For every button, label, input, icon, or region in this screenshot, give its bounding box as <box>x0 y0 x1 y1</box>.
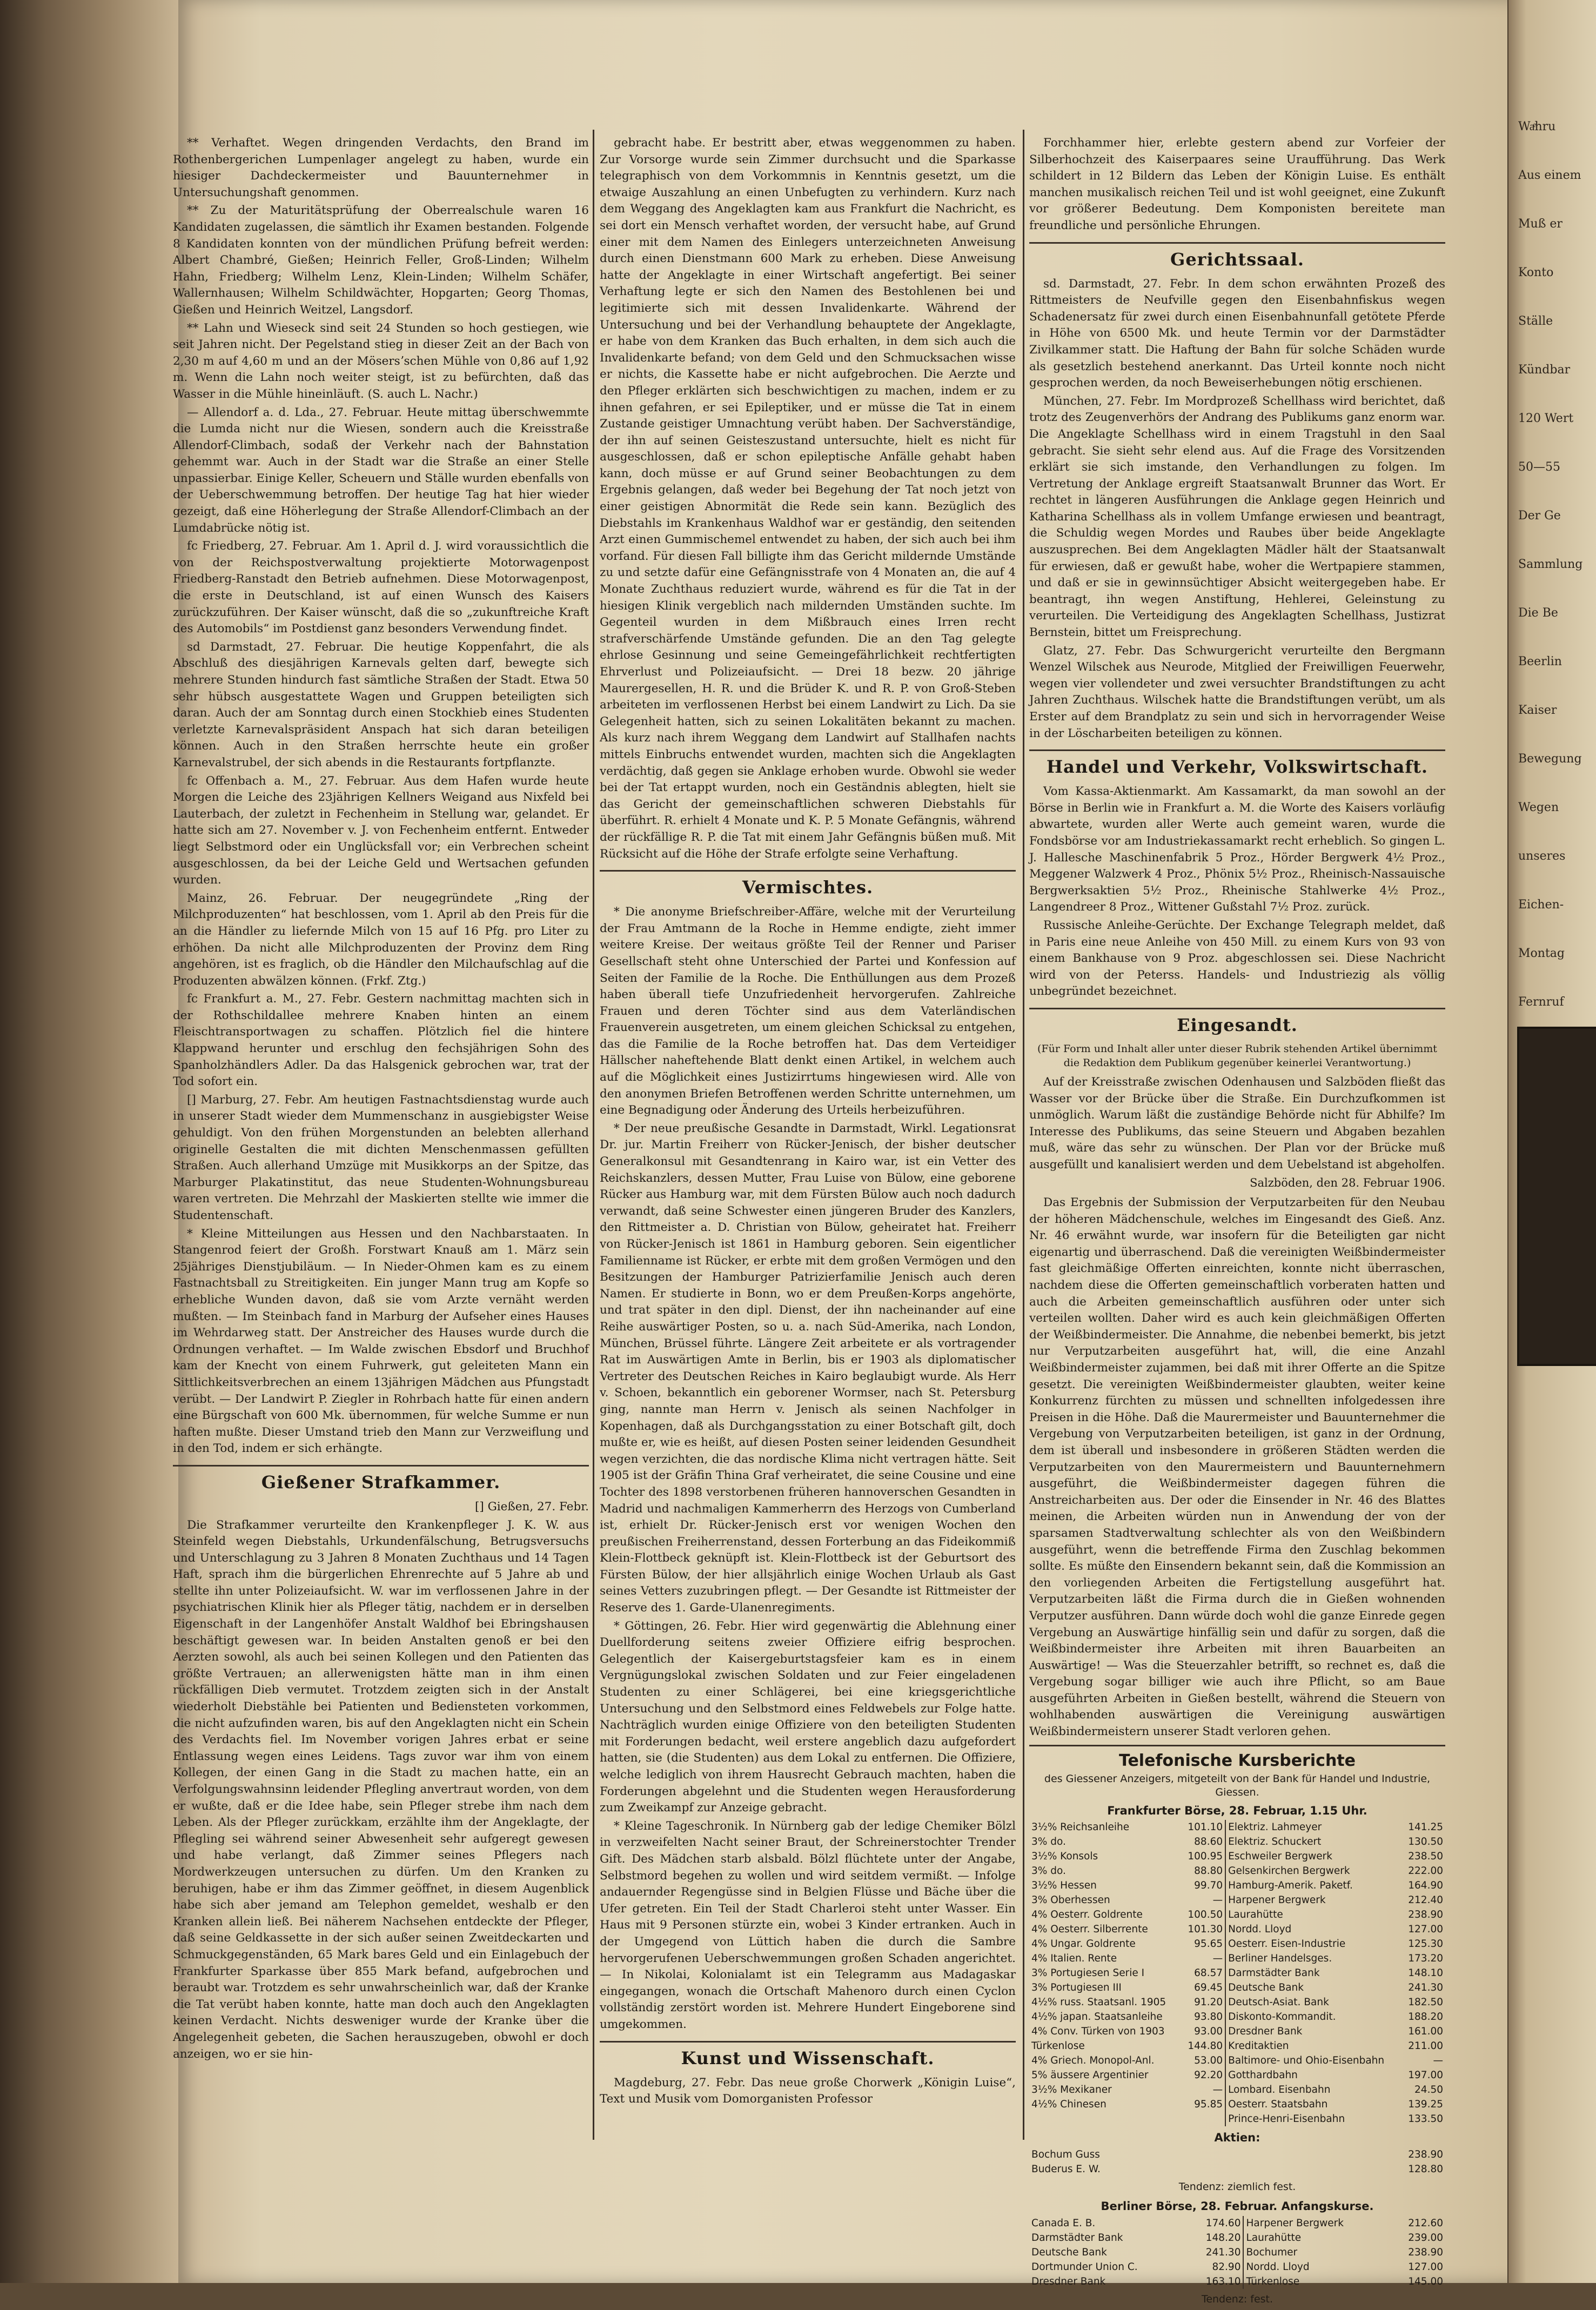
security-name: Canada E. B. <box>1031 2218 1096 2229</box>
security-name: Oesterr. Staatsbahn <box>1225 2097 1402 2112</box>
security-price: 241.30 <box>1205 2247 1241 2259</box>
adjacent-page-fragment: Die Be <box>1518 606 1558 620</box>
security-name: Dresdner Bank <box>1225 2024 1402 2039</box>
article-maturitaet: ** Zu der Maturitätsprüfung der Oberrealschule waren 16 Kandidaten zugelassen, die sämtlich ihr Examen bestanden. Folgende 8 Kandidaten konnten von der mündlichen Prüfung befreit werden: Albert Chambré, Gießen; Heinrich Feller, Groß-Linden; Wilhelm Hahn, Friedberg; Wilhelm Lenz, Klein-Linden; Wilhelm Schäfer, Wallernhausen; Wilhelm Schildwächter, Hopgarten; Georg Thomas, Gießen und Heinrich Weitzel, Langsdorf. <box>173 204 589 317</box>
security-price <box>1182 2112 1225 2126</box>
rate-row <box>1029 1878 1445 1893</box>
security-name: Bochum Guss <box>1031 2148 1100 2160</box>
rate-row <box>1029 2216 1445 2231</box>
adjacent-page-fragment: Waͤhru <box>1518 120 1556 133</box>
book-binding-edge <box>0 0 184 2283</box>
aktien-label: Aktien: <box>1214 2131 1260 2145</box>
security-price: 238.90 <box>1408 1909 1443 1921</box>
security-price: 93.00 <box>1194 2026 1223 2038</box>
security-price: 99.70 <box>1194 1880 1223 1892</box>
letter-signature: Salzböden, den 28. Februar 1906. <box>1250 1176 1445 1190</box>
article-friedberg: fc Friedberg, 27. Februar. Am 1. April d. J. wird voraussichtlich die von der Reichspostverwaltung projektierte Motorwagenpost Friedberg-Ranstadt den Betrieb aufnehmen. Diese Motorwagenpost, die erste in Deutschland, ist auf einen Wunsch des Kaisers zurückzuführen. Der Kaiser wünscht, daß die so „zukunftreiche Kraft des Automobils“ im Postdienst ganz besonders Verwendung findet. <box>173 539 589 636</box>
rate-row <box>1029 2039 1445 2053</box>
article-darmstadt: sd Darmstadt, 27. Februar. Die heutige Koppenfahrt, die als Abschluß des diesjährigen Karnevals gelten darf, bewegte sich mehrere Stunden hindurch fast sämtliche Straßen der Stadt. Etwa 50 sehr hübsch ausgestattete Wagen und Gruppen beteiligten sich daran. Auch der am Sonntag durch einen Stockhieb eines Studenten verletzte Karnevalspräsident Anspach hat sich daran beteiligen können. Auch in den Straßen herrschte heute ein großer Karnevalstrubel, der sich abends in die Restaurants fortpflanzte. <box>173 640 589 769</box>
article-schellhass: München, 27. Febr. Im Mordprozeß Schellhass wird berichtet, daß trotz des Zeugenverhörs der Andrang des Publikums ganz enorm war. Die Angeklagte Schellhass wird in einem Tragstuhl in den Saal gebracht. Sie sieht sehr elend aus. Auf die Frage des Vorsitzenden erklärt sie sich imstande, den Verhandlungen zu folgen. Im Vertretung der Anklage ergreift Staatsanwalt Brunner das Wort. Er rechtet in längeren Ausführungen die Anklage gegen Heinrich und Katharina Schellhass als in vollem Umfange erwiesen und beantragt, die Schuldig wegen Mordes und Raubes über beide Angeklagte auszusprechen. Bei dem Angeklagten Mädler hält der Staatsanwalt für erwiesen, daß er gewußt habe, woher die Wertpapiere stammen, und daß er sie in gewinnsüchtiger Absicht weitergegeben habe. Er beantragt, ihn wegen Anstiftung, Hehlerei, Geleinstung zu verurteilen. Die Verteidigung des Angeklagten Schellhass, Justizrat Bernstein, bittet um Freisprechung. <box>1029 394 1445 640</box>
security-price: 127.00 <box>1408 1924 1443 1936</box>
security-name: Elektriz. Schuckert <box>1225 1834 1402 1849</box>
security-name: Lombard. Eisenbahn <box>1225 2083 1402 2097</box>
security-name: 4% Oesterr. Silberrente <box>1031 1924 1148 1936</box>
article-kleine-mitteilungen: * Kleine Mitteilungen aus Hessen und den Nachbarstaaten. In Stangenrod feiert der Großh. Forstwart Knauß am 1. März sein 25jähriges Dienstjubiläum. — In Nieder-Ohmen kam es zu einem Fastnachtsball zu Streitigkeiten. Ein junger Mann trug am Kopfe so erhebliche Wunden davon, daß sie vom Arzte vernäht werden mußten. — Im Steinbach fand in Marburg der Aufseher eines Hauses im Wehrdarweg statt. Der Anstreicher des Hauses wurde durch die Ordnungen verhaftet. — Im Walde zwischen Ebsdorf und Bruchhof kam der Knecht von einem Fuhrwerk, gut geleiteten Mann ein Sittlichkeitsverbrechen an einem 13jährigen Mädchen aus Pfungstadt verübt. — Der Landwirt P. Ziegler in Rohrbach hatte für einen andern eine Bürgschaft von 600 Mk. übernommen, für welche Summe er nun haften mußte. Dieser Umstand trieb den Mann zur Verzweiflung und in den Tod, indem er sich erhängte. <box>173 1227 589 1456</box>
article-offenbach: fc Offenbach a. M., 27. Februar. Aus dem Hafen wurde heute Morgen die Leiche des 23jährigen Kellners Weigand aus Nixfeld bei Lauterbach, der zuletzt in Fechenheim in Stellung war, gelandet. Er hatte sich am 27. November v. J. von Fechenheim entfernt. Entweder liegt Selbstmord oder ein Unglücksfall vor; ein Verbrechen scheint ausgeschlossen, da bei der Leiche Geld und Wertsachen gefunden wurden. <box>173 774 589 887</box>
adjacent-page-fragment: Aus einem <box>1518 169 1581 182</box>
rate-row <box>1029 1834 1445 1849</box>
adjacent-page-edge <box>1507 0 1596 2283</box>
adjacent-page-fragment: Kaiser <box>1518 704 1557 717</box>
eingesandt-disclaimer: (Für Form und Inhalt aller unter dieser Rubrik stehenden Artikel übernimmt die Redaktion dem Publikum gegenüber keinerlei Verantwortung.) <box>1037 1042 1437 1069</box>
rate-row <box>1029 2024 1445 2039</box>
section-title-vermischtes: Vermischtes. <box>600 870 1016 899</box>
rate-row <box>1029 2112 1445 2126</box>
kursberichte-title: Telefonische Kursberichte <box>1118 1751 1356 1770</box>
security-name: Darmstädter Bank <box>1225 1966 1402 1980</box>
letter-kreisstrasse: Auf der Kreisstraße zwischen Odenhausen und Salzböden fließt das Wasser vor der Brücke über die Straße. Ein Durchzufkommen ist unmöglich. Warum läßt die zuständige Behörde nicht für Abhilfe? Im Interesse des Publikums, das seine Steuern und Abgaben bezahlen muß, wäre das sehr zu wünschen. Der Plan vor der Brücke muß ausgefüllt und kanalisiert werden und dem Uebelstand ist abgeholfen. <box>1029 1075 1445 1171</box>
adjacent-page-fragment: 50—55 <box>1518 460 1560 474</box>
security-name: Harpener Bergwerk <box>1225 1893 1402 1907</box>
rate-row <box>1029 2083 1445 2097</box>
letter-submission: Das Ergebnis der Submission der Verputzarbeiten für den Neubau der höheren Mädchenschule, welches im Eingesandt des Gieß. Anz. Nr. 46 erwähnt wurde, war insofern für die Beteiligten gar nicht eigenartig und überraschend. Daß die vereinigten Weißbindermeister fast gleichmäßige Offerten einreichten, konnte nicht überraschen, nachdem diese die Offerten gemeinschaftlich vorberaten hatten und auch die Arbeiten gemeinschaftlich ausführen oder unter sich verteilen wollten. Daher wird es auch kein gleichmäßigen Offerten der Weißbindermeister. Die Annahme, die nebenbei bemerkt, bis jetzt nur Verputzarbeiten ausgeführt hat, will, die eine Anzahl Weißbindermeister zujammen, bei daß mit ihrer Offerte an die Spitze gesetzt. Die vereinigten Weißbindermeister glaubten, weiter keine Konkurrenz fürchten zu müssen und schnellten infolgedessen ihre Preisen in die Höhe. Daß die Maurermeister und Bauunternehmer die Vergebung von Verputzarbeiten beteiligen, ist ganz in der Ordnung, dem ist überall und insbesondere in größeren Städten werden die Verputzarbeiten von den Maurermeistern und Bauunternehmern ausgeführt, die Weißbindermeister dagegen führen die Anstreicharbeiten aus. Der oder die Einsender in Nr. 46 des Blattes meinen, die Arbeiten würden nun in Anwendung der von der sparsamen Stadtverwaltung schlechter als von den Weißbindern ausgeführt, wenn die betreffende Firma den Zuschlag bekommen sollte. Es müßte den Einsendern bekannt sein, daß die Kommission an den vorliegenden Arbeiten die Fertigstellung ausgeführt hat. Verputzarbeiten läßt die Firma durch die in Gießen wohnenden Verputzer ausführen. Dann würde doch wohl die ganze Einrede gegen Vergebung an Auswärtige hinfällig sein und dafür zu sorgen, daß die Weißbindermeister ihre Arbeiten mit ihren Bauarbeiten an Auswärtige! — Was die Steuerzahler betrifft, so rechnet es, daß die Vergebung sogar billiger wie auch ihre Pflicht, so am Baue ausgeführten Arbeiten in Gießen bestellt, während die Steuern von wohlhabenden auswärtigen die Vereinigung auswärtigen Weißbindermeistern unserer Stadt verloren gehen. <box>1029 1196 1445 1739</box>
security-name: Dortmunder Union C. <box>1031 2261 1138 2273</box>
rate-row <box>1029 2274 1445 2289</box>
security-name: 3½% Reichsanleihe <box>1031 1822 1130 1833</box>
security-name: Hamburg-Amerik. Paketf. <box>1225 1878 1402 1893</box>
article-russische-anleihe: Russische Anleihe-Gerüchte. Der Exchange Telegraph meldet, daß in Paris eine neue Anleihe von 450 Mill. zu einem Kurs von 93 von einem Bankhause von 9 Proz. abgeschlossen sei. Diese Nachricht wird von der Peterss. Handels- und Industriezig als völlig unbegründet bezeichnet. <box>1029 918 1445 999</box>
security-price: — <box>1212 1894 1223 1906</box>
security-price: 95.85 <box>1194 2099 1223 2111</box>
security-price: 188.20 <box>1408 2011 1443 2023</box>
aktien-rates-table <box>1029 2147 1445 2177</box>
adjacent-page-fragment: Eichen- <box>1518 898 1564 912</box>
rate-row <box>1029 1893 1445 1907</box>
article-gesandter: * Der neue preußische Gesandte in Darmstadt, Wirkl. Legationsrat Dr. jur. Martin Freiherr von Rücker-Jenisch, der bisher deutscher Generalkonsul mit Gesandtenrang in Kairo war, ist ein Vetter des Reichskanzlers, dessen Mutter, Frau Luise von Bülow, eine geborene Rücker aus Hamburg war, mit dem Fürsten Bülow auch noch dadurch verwandt, daß seine Schwester einen jüngeren Bruder des Kanzlers, den Rittmeister a. D. Christian von Bülow, geheiratet hat. Freiherr von Rücker-Jenisch ist 1861 in Hamburg geboren. Sein eigentlicher Familienname ist Rücker, er erbte mit dem großen Vermögen und den Besitzungen der Hamburger Patrizierfamilie Jenisch auch deren Namen. Er studierte in Bonn, wo er dem Preußen-Korps angehörte, und trat später in den dipl. Dienst, der ihn nacheinander auf eine Reihe auswärtiger Posten, so u. a. nach Süd-Amerika, nach London, München, Brüssel führte. Längere Zeit arbeitete er als vortragender Rat im Auswärtigen Amte in Berlin, bis er 1903 als diplomatischer Vertreter des Deutschen Reiches in Kairo beglaubigt wurde. Als Herr v. Schoen, bekanntlich ein geborener Wormser, nach St. Petersburg ging, nannte man Herrn v. Jenisch als seinen Nachfolger in Kopenhagen, daß als Durchgangsstation zu einer Botschaft gilt, doch mußte er, wie es heißt, auf diesen Posten seiner leidenden Gesundheit wegen verzichten, die das nordische Klima nicht vertragen hätte. Seit 1905 ist der Gräfin Thina Graf verheiratet, die seine Cousine und eine Tochter des 1898 verstorbenen früheren hannoverschen Gesandten in Madrid und nachmaligen Kammerherrn des Herzogs von Cumberland ist, erhielt Dr. Rücker-Jenisch erst vor wenigen Wochen den preußischen Freiherrenstand, dessen Forterbung an das Fideikommiß Klein-Flottbeck geknüpft ist. Klein-Flottbeck ist der Geburtsort des Fürsten Bülow, der hier allsjährlich einige Wochen Urlaub als Gast seines Vetters zuzubringen pflegt. — Der Gesandte ist Rittmeister der Reserve des 1. Garde-Ulanenregiments. <box>600 1121 1016 1615</box>
security-price: 148.10 <box>1408 1967 1443 1979</box>
adjacent-page-fragment: Fernruf <box>1518 995 1564 1009</box>
security-price: 239.00 <box>1408 2232 1443 2244</box>
security-price: 88.60 <box>1194 1836 1223 1848</box>
security-name <box>1029 2112 1182 2126</box>
article-glatz: Glatz, 27. Febr. Das Schwurgericht verurteilte den Bergmann Wenzel Wilschek aus Neurode, Mitglied der Freiwilligen Feuerwehr, wegen vier vollendeter und zwei versuchter Brandstiftungen zu acht Jahren Zuchthaus. Wilschek hatte die Brandstiftungen verübt, um als Erster auf dem Brandplatz zu sein und sich in hervorragender Weise in der Löscharbeiten beteiligen zu können. <box>1029 644 1445 740</box>
security-name: 4% Conv. Türken von 1903 <box>1031 2026 1165 2038</box>
adjacent-page-fragment: unseres <box>1518 849 1566 863</box>
security-name: Bochumer <box>1243 2245 1389 2260</box>
rate-row <box>1029 2245 1445 2260</box>
security-name: Nordd. Lloyd <box>1225 1922 1402 1937</box>
dateline-giessen: [] Gießen, 27. Febr. <box>475 1499 589 1514</box>
adjacent-page-fragment: Konto <box>1518 266 1554 279</box>
security-price: 127.00 <box>1408 2261 1443 2273</box>
berlin-rates-table <box>1029 2216 1445 2289</box>
rate-row <box>1029 1907 1445 1922</box>
security-price: 163.10 <box>1205 2276 1241 2288</box>
adjacent-page-fragment: Kündbar <box>1518 363 1571 377</box>
security-price: 100.95 <box>1188 1851 1223 1863</box>
security-price: 238.50 <box>1408 1851 1443 1863</box>
security-price: 212.40 <box>1408 1894 1443 1906</box>
article-forchhammer: Forchhammer hier, erlebte gestern abend zur Vorfeier der Silberhochzeit des Kaiserpaares seine Uraufführung. Das Werk schildert in 12 Bildern das Leben der Königin Luise. Es enthält manchen musikalisch reichen Teil und ist wohl geeignet, eine Zukunft vor größerer Bedeutung. Dem Komponisten bereitete man freundliche und persönliche Ehrungen. <box>1029 136 1445 232</box>
security-name: Baltimore- und Ohio-Eisenbahn <box>1225 2053 1402 2068</box>
security-price: 92.20 <box>1194 2070 1223 2081</box>
security-name: 4½% russ. Staatsanl. 1905 <box>1031 1997 1166 2008</box>
security-price: 197.00 <box>1408 2070 1443 2081</box>
security-price: 211.00 <box>1408 2040 1443 2052</box>
security-price: 144.80 <box>1188 2040 1223 2052</box>
security-price: 164.90 <box>1408 1880 1443 1892</box>
rate-row <box>1029 1937 1445 1951</box>
section-title-strafkammer: Gießener Strafkammer. <box>173 1465 589 1494</box>
security-name: Türkenlose <box>1031 2040 1085 2052</box>
adjacent-page-fragment: Sammlung <box>1518 558 1583 571</box>
section-title-eingesandt: Eingesandt. <box>1029 1008 1445 1036</box>
rate-row <box>1029 2010 1445 2024</box>
kursberichte-box <box>1029 1745 1445 2308</box>
security-name: 4% Oesterr. Goldrente <box>1031 1909 1143 1921</box>
security-name: Türkenlose <box>1243 2274 1389 2289</box>
section-title-kunst: Kunst und Wissenschaft. <box>600 2041 1016 2070</box>
rate-row <box>1029 2162 1445 2177</box>
article-magdeburg: Magdeburg, 27. Febr. Das neue große Chorwerk „Königin Luise“, Text und Musik vom Domorganisten Professor <box>600 2075 1016 2106</box>
security-name: Oesterr. Eisen-Industrie <box>1225 1937 1402 1951</box>
security-name: 4% Italien. Rente <box>1031 1953 1117 1965</box>
security-price: 93.80 <box>1194 2011 1223 2023</box>
rate-row <box>1029 2053 1445 2068</box>
security-price: 241.30 <box>1408 1982 1443 1994</box>
column-left <box>173 135 589 2064</box>
article-kassa-markt: Vom Kassa-Aktienmarkt. Am Kassamarkt, da man sowohl an der Börse in Berlin wie in Frankfurt a. M. die Worte des Kaisers vorläufig abwartete, wurden aller Werte auch gemeint waren, wurde die Fondsbörse vor am Industriekassamarkt recht erheblich. So gingen L. J. Hallesche Maschinenfabrik 5 Proz., Hörder Bergwerk 4½ Proz., Meggener Walzwerk 4 Proz., Phönix 5½ Proz., Rheinisch-Nassauische Bergwerksaktien 5½ Proz., Rheinische Stahlwerke 4½ Proz., Langendreer 8 Proz., Wittener Gußstahl 7½ Proz. zurück. <box>1029 785 1445 914</box>
frankfurt-rates-table <box>1029 1820 1445 2126</box>
article-strafkammer-continued: gebracht habe. Er bestritt aber, etwas weggenommen zu haben. Zur Vorsorge wurde sein Zimmer durchsucht und die Sparkasse telegraphisch von dem Vorkommnis in Kenntnis gesetzt, um die etwaige Auszahlung an einen Unbefugten zu verhindern. Kurz nach dem Weggang des Angeklagten kam aus Frankfurt die Nachricht, es sei dort ein Mensch verhaftet worden, der versucht habe, auf Grund einer mit dem Namen des Einlegers unterzeichneten Anweisung durch einen Dienstmann 600 Mark zu erheben. Diese Anweisung hatte der Angeklagte in einer Wirtschaft angefertigt. Bei seiner Verhaftung legte er sich den Namen des Bestohlenen bei und legitimierte sich mit dessen Invalidenkarte. Während der Untersuchung und bei der Verhandlung behauptete der Angeklagte, er habe von dem Kranken das Buch erhalten, in dem sich auch die Invalidenkarte befand; von dem Geld und den Schmucksachen wisse er nichts, die Kassette habe er nicht aufgebrochen. Die Aerzte und den Pfleger erklärten sich beschwichtigen zu machen, indem er zu ihnen gefahren, er sei Epileptiker, und er müsse die Tat in einem Zustande geistiger Umnachtung verübt haben. Der Sachverständige, der ihn auf seinen Geisteszustand untersuchte, hielt es nicht für ausgeschlossen, daß er schon epileptische Anfälle gehabt haben kann, doch müsse er auf Grund seiner Beobachtungen zu dem Ergebnis gelangen, daß weder bei Begehung der Tat noch jetzt von einer geistigen Abnormität die Rede sein kann. Bezüglich des Diebstahls im Krankenhaus Waldhof war er geständig, den seitenden Arzt einen Gummischemel entwendet zu haben, der sich auch bei ihm vorfand. Für diesen Fall billigte ihm das Gericht mildernde Umstände zu und setzte dafür eine Gefängnisstrafe von 4 Monaten an, die auf 4 Monate Zuchthaus reduziert wurde, während es für die Tat in der hiesigen Klinik vergeblich nach mildernden Umständen suchte. Im Gegenteil wurden in dem Mißbrauch eines Irren recht strafverschärfende Umstände gefunden. Die an den Tag gelegte ehrlose Gesinnung und seine Gemeingefährlichkeit rechtfertigten Ehrverlust und Polizeiaufsicht. — Drei 18 bezw. 20 jährige Maurergesellen, H. R. und die Brüder K. und R. P. von Groß-Steben arbeiteten im verflossenen Herbst bei einem Landwirt zu Lich. Da sie Gelegenheit hatten, sich zu seinen Lokalitäten bekannt zu machen. Als kurz nach ihrem Weggang dem Landwirt auf Stallhafen nachts mittels Einbruchs entwendet wurden, machten sich die Angeklagten verdächtig, daß gegen sie Anklage erhoben wurde. Obwohl sie weder bei der Tat ertappt wurden, noch ein Geständnis ablegten, hielt sie das Gericht der gemeinschaftlichen schweren Diebstahls für überführt. R. erhielt 4 Monate und K. P. 5 Monate Gefängnis, während der rückfällige R. P. die Tat mit einem Jahr Gefängnis büßen muß. Mit Rücksicht auf die Höhe der Strafe erfolgte seine Verhaftung. <box>600 136 1016 861</box>
kursberichte-subtitle: des Giessener Anzeigers, mitgeteilt von der Bank für Handel und Industrie, Giessen. <box>1044 1772 1431 1798</box>
security-name: Elektriz. Lahmeyer <box>1225 1820 1402 1834</box>
article-marburg: [] Marburg, 27. Febr. Am heutigen Fastnachtsdienstag wurde auch in unserer Stadt wieder dem Mummenschanz in ausgiebigster Weise gehuldigt. Von den frühen Morgenstunden an belebten allerhand originelle Gestalten die mit dichten Menschenmassen gefüllten Straßen. Auch allerhand Umzüge mit Musikkorps an der Spitze, das Marburger Plakatinstitut, das neue Studenten-Wohnungsbureau waren vertreten. Die Mehrzahl der Maskierten stellte wie immer die Studentenschaft. <box>173 1093 589 1222</box>
security-price: 174.60 <box>1205 2218 1241 2229</box>
article-hochwasser: ** Lahn und Wieseck sind seit 24 Stunden so hoch gestiegen, wie seit Jahren nicht. Der Pegelstand stieg in dieser Zeit an der Bach von 2,30 m auf 4,60 m und an der Mösersʼschen Mühle von 0,86 auf 1,92 m. Wenn die Lahn noch weiter steigt, ist zu befürchten, daß das Wasser in die Mühle hineinläuft. (S. auch L. Nachr.) <box>173 321 589 401</box>
security-price: 68.57 <box>1194 1967 1223 1979</box>
security-name: 3½% Konsols <box>1031 1851 1098 1863</box>
rate-row <box>1029 1864 1445 1878</box>
rate-row <box>1029 1951 1445 1966</box>
article-tageschronik: * Kleine Tageschronik. In Nürnberg gab der ledige Chemiker Bölzl in verzweifelten Nacht seiner Braut, der Schreinerstochter Trender Gift. Des Mädchen starb alsbald. Bölzl flüchtete unter der Angabe, Selbstmord begehen zu wollen und wird seitdem vermißt. — Infolge andauernder Regengüsse sind in Belgien Flüsse und Bäche über die Ufer getreten. Ein Teil der Stadt Charleroi steht unter Wasser. Ein Haus mit 9 Personen stürzte ein, wobei 3 Kinder ertranken. Auch in der Umgegend von Lüttich haben die durch die Sambre hervorgerufenen Ueberschwemmungen großen Schaden angerichtet. — In Nikolai, Kolonialamt ist ein Telegramm aus Madagaskar eingegangen, wonach die Ortschaft Mahenoro durch einen Cyclon vollständig zerstört worden ist. Mehrere Hundert Eingeborene sind umgekommen. <box>600 1819 1016 2031</box>
rate-row <box>1029 1922 1445 1937</box>
rate-row <box>1029 1849 1445 1864</box>
adjacent-page-fragment: Montag <box>1518 947 1565 960</box>
rate-row <box>1029 1980 1445 1995</box>
security-name: Diskonto-Kommandit. <box>1225 2010 1402 2024</box>
article-strafkammer: Die Strafkammer verurteilte den Krankenpfleger J. K. W. aus Steinfeld wegen Diebstahls, Urkundenfälschung, Betrugsversuchs und Unterschlagung zu 3 Jahren 8 Monaten Zuchthaus und 14 Tagen Haft, sprach ihm die bürgerlichen Ehrenrechte auf 5 Jahre ab und stellte ihn unter Polizeiaufsicht. W. war im verflossenen Jahre in der psychiatrischen Klinik hier als Pfleger tätig, nachdem er in derselben Eigenschaft in der Langenhöfer Anstalt Waldhof bei Ebringshausen beschäftigt gewesen war. In beiden Anstalten genoß er bei den Aerzten sowohl, als auch bei seinen Kollegen und den Patienten das größte Vertrauen; an allerwenigsten hätte man in ihm einen rückfälligen Dieb vermutet. Trotzdem zeigten sich in der Anstalt wiederholt Diebstähle bei Patienten und Bediensteten vorkommen, die nicht aufzufinden waren, bis auf den Angeklagten nicht ein Schein des Verdachts fiel. Im November vorigen Jahres erbat er seine Entlassung wegen eines Leidens. Tags zuvor war ihm von einem Kollegen, der einen Gang in die Stadt zu machen hatte, ein an Verfolgungswahnsinn leidender Pflegling anvertraut worden, von dem er wußte, daß er die Idee habe, sein Pfleger strebe ihm nach dem Leben. Als der Pfleger zurückkam, erzählte ihm der Angeklagte, der Pflegling sei während seiner Abwesenheit sehr aufgeregt gewesen und habe verlangt, daß Zimmer seines Pflegers nach Mordwerkzeugen untersuchen zu dürfen. Um den Kranken zu beruhigen, habe er ihm das Zimmer geöffnet, in diesem Augenblick habe sich aber jemand am Telephon gemeldet, weshalb er den Kranken allein ließ. Bei näherem Nachsehen entdeckte der Pfleger, daß seine Geldkassette in der sich außer seinen Zweitdeckarten und Schmuckgegenständen, 65 Mark bares Geld und ein Einlagebuch der Frankfurter Sparkasse über 855 Mark befand, aufgebrochen und beraubt war. Trotzdem es sehr unwahrscheinlich war, daß der Kranke die Tat verübt haben konnte, hatte man doch auch den Angeklagten keinen Verdacht. Nichts desweniger wurde der Kranke über die Angelegenheit gebeten, die Sachen herauszugeben, obwohl er doch anzeigen, wo er sie hin- <box>173 1518 589 2061</box>
section-title-gerichtssaal: Gerichtssaal. <box>1029 242 1445 271</box>
adjacent-page-fragment: 120 Wert <box>1518 412 1574 425</box>
rate-row <box>1029 1966 1445 1980</box>
security-name: 3% do. <box>1031 1865 1066 1877</box>
rate-row <box>1029 1820 1445 1834</box>
security-price: — <box>1212 1953 1223 1965</box>
adjacent-page-fragment: Wegen <box>1518 801 1559 814</box>
security-name: Deutsche Bank <box>1031 2247 1107 2259</box>
frankfurt-boerse-heading: Frankfurter Börse, 28. Februar, 1.15 Uhr. <box>1107 1804 1367 1817</box>
rate-row <box>1029 2231 1445 2245</box>
security-name: 5% äussere Argentinier <box>1031 2070 1149 2081</box>
security-price: 101.30 <box>1188 1924 1223 1936</box>
security-name: Deutsch-Asiat. Bank <box>1225 1995 1402 2010</box>
security-name: 3½% Hessen <box>1031 1880 1097 1892</box>
security-name: 4% Ungar. Goldrente <box>1031 1938 1136 1950</box>
security-name: 4½% Chinesen <box>1031 2099 1107 2111</box>
security-price: 161.00 <box>1408 2026 1443 2038</box>
security-name: 4% Griech. Monopol-Anl. <box>1031 2055 1155 2067</box>
adjacent-page-fragment: Muß er <box>1518 217 1563 231</box>
security-price: 125.30 <box>1408 1938 1443 1950</box>
tendenz-berlin: Tendenz: fest. <box>1201 2293 1273 2306</box>
security-price: 133.50 <box>1408 2113 1443 2125</box>
security-name: Eschweiler Bergwerk <box>1225 1849 1402 1864</box>
security-name: 3% do. <box>1031 1836 1066 1848</box>
security-price: 130.50 <box>1408 1836 1443 1848</box>
security-name: Darmstädter Bank <box>1031 2232 1123 2244</box>
security-name: Buderus E. W. <box>1031 2163 1101 2175</box>
security-name: 3½% Mexikaner <box>1031 2084 1112 2096</box>
security-price: — <box>1433 2055 1443 2067</box>
security-name: Prince-Henri-Eisenbahn <box>1225 2112 1402 2126</box>
column-rule-1 <box>593 130 594 2140</box>
article-neufville: sd. Darmstadt, 27. Febr. In dem schon erwähnten Prozeß des Rittmeisters de Neufville gegen den Eisenbahnfiskus wegen Schadenersatz für zwei durch einen Eisenbahnunfall getötete Pferde in Höhe von 6500 Mk. und heute Termin vor der Darmstädter Zivilkammer statt. Die Haftung der Bahn für solche Schäden wurde als gesetzlich bestehend anerkannt. Das Urteil konnte noch nicht gesprochen werden, da noch Beweiserhebungen nötig erschienen. <box>1029 277 1445 390</box>
section-title-handel: Handel und Verkehr, Volkswirtschaft. <box>1029 749 1445 778</box>
adjacent-page-fragment: Bewegung <box>1518 752 1582 766</box>
security-name: Gotthardbahn <box>1225 2068 1402 2083</box>
article-allendorf: — Allendorf a. d. Lda., 27. Februar. Heute mittag überschwemmte die Lumda nicht nur die Wiesen, sondern auch die Kreisstraße Allendorf-Climbach, sodaß der Verkehr nach der Bahnstation gehemmt war. Auch in der Stadt war die Straße an einer Stelle unpassierbar. Einige Keller, Scheuern und Ställe wurden ebenfalls von der Ueberschwemmung betroffen. Der heutige Tag hat hier wieder gezeigt, daß eine Höherlegung der Straße Allendorf-Climbach an der Lumdabrücke nötig ist. <box>173 405 589 535</box>
article-briefschreiber: * Die anonyme Briefschreiber-Affäre, welche mit der Verurteilung der Frau Amtmann de la Roche in Hemme endigte, zieht immer weitere Kreise. Der weitaus größte Teil der Renner und Pariser Gesellschaft steht ohne Unterschied der Partei und Konfession auf Seiten der Familie de la Roche. Die Enthüllungen aus dem Prozeß haben überall tiefe Unzufriedenheit hervorgerufen. Zahlreiche Frauen und deren Töchter sind aus dem Vaterländischen Frauenverein ausgetreten, um einem gleichen Schicksal zu entgehen, das die Familie de la Roche betroffen hat. Das dem Verteidiger Hällscher naheftehende Blatt denkt einen Artikel, in welchem auch auf die Möglichkeit eines Justizirrtums hingewiesen wird. Alle von den anonymen Briefen Betroffenen werden Schritte unternehmen, um eine Begnadigung oder Änderung des Urteils herbeizuführen. <box>600 905 1016 1117</box>
security-name: Laurahütte <box>1243 2231 1389 2245</box>
security-name: 4½% japan. Staatsanleihe <box>1031 2011 1163 2023</box>
rate-row <box>1029 1995 1445 2010</box>
security-price: 141.25 <box>1408 1822 1443 1833</box>
article-verhaftet: ** Verhaftet. Wegen dringenden Verdachts, den Brand im Rothenbergerichen Lumpenlager angelegt zu haben, wurde ein hiesiger Dachdeckermeister und Bauunternehmer in Untersuchungshaft genommen. <box>173 136 589 199</box>
security-name: Deutsche Bank <box>1225 1980 1402 1995</box>
security-name: Kreditaktien <box>1225 2039 1402 2053</box>
article-mainz: Mainz, 26. Februar. Der neugegründete „Ring der Milchproduzenten“ hat beschlossen, vom 1. April ab den Preis für die an die Händler zu liefernde Milch von 15 auf 16 Pfg. pro Liter zu erhöhen. Da nicht alle Milchproduzenten der Provinz dem Ring angehören, ist es fraglich, ob die Händler den Milchaufschlag auf die Produzenten abwälzen können. (Frkf. Ztg.) <box>173 891 589 988</box>
security-price: 148.20 <box>1205 2232 1241 2244</box>
security-price: 182.50 <box>1408 1997 1443 2008</box>
security-name: 3% Portugiesen Serie I <box>1031 1967 1145 1979</box>
security-price: 100.50 <box>1188 1909 1223 1921</box>
security-price: 139.25 <box>1408 2099 1443 2111</box>
security-price: 238.90 <box>1408 2148 1443 2160</box>
rate-row <box>1029 2260 1445 2274</box>
berlin-boerse-heading: Berliner Börse, 28. Februar. Anfangskurse. <box>1101 2200 1374 2213</box>
security-price: 53.00 <box>1194 2055 1223 2067</box>
security-name: Laurahütte <box>1225 1907 1402 1922</box>
security-price: 238.90 <box>1408 2247 1443 2259</box>
security-price: 69.45 <box>1194 1982 1223 1994</box>
security-price: 212.60 <box>1408 2218 1443 2229</box>
security-price: 91.20 <box>1194 1997 1223 2008</box>
security-price: 173.20 <box>1408 1953 1443 1965</box>
rate-row <box>1029 2068 1445 2083</box>
security-price: 95.65 <box>1194 1938 1223 1950</box>
security-name: 3% Portugiesen III <box>1031 1982 1122 1994</box>
security-price: 128.80 <box>1408 2163 1443 2175</box>
security-price: 145.00 <box>1408 2276 1443 2288</box>
adjacent-page-fragment: Beerlin <box>1518 655 1562 668</box>
security-name: Dresdner Bank <box>1031 2276 1106 2288</box>
tendenz-frankfurt: Tendenz: ziemlich fest. <box>1178 2180 1296 2193</box>
column-rule-2 <box>1023 130 1024 2140</box>
rate-row <box>1029 2147 1445 2162</box>
security-price: 24.50 <box>1414 2084 1443 2096</box>
rate-row <box>1029 2097 1445 2112</box>
security-price: 101.10 <box>1188 1822 1223 1833</box>
column-middle <box>600 135 1016 2110</box>
security-name: Berliner Handelsges. <box>1225 1951 1402 1966</box>
security-name: Gelsenkirchen Bergwerk <box>1225 1864 1402 1878</box>
security-name: Harpener Bergwerk <box>1243 2216 1389 2231</box>
adjacent-page-fragments <box>1518 119 1596 1043</box>
security-price: 222.00 <box>1408 1865 1443 1877</box>
security-price: — <box>1212 2084 1223 2096</box>
article-frankfurt: fc Frankfurt a. M., 27. Febr. Gestern nachmittag machten sich in der Rothschildallee mehrere Knaben hinten an einem Fleischtransportwagen zu schaffen. Plötzlich fiel die hintere Klappwand herunter und erschlug den fechsjährigen Sohn des Spanholzhändlers Adler. Da das Halsgenick gebrochen war, trat der Tod sofort ein. <box>173 992 589 1089</box>
adjacent-page-fragment: Ställe <box>1518 314 1553 328</box>
security-price: 88.80 <box>1194 1865 1223 1877</box>
security-name: Nordd. Lloyd <box>1243 2260 1389 2274</box>
security-name: 3% Oberhessen <box>1031 1894 1110 1906</box>
article-goettingen: * Göttingen, 26. Febr. Hier wird gegenwärtig die Ablehnung einer Duellforderung seitens zweier Offiziere eifrig besprochen. Gelegentlich der Kaisergeburtstagsfeier kam es in einem Vergnügungslokal zwischen Soldaten und zur Feier eingeladenen Studenten zu einer Schlägerei, bei eine kriegsgerichtliche Untersuchung und den Selbstmord eines Feldwebels zur Folge hatte. Nachträglich wurden einige Offiziere von den beteiligten Studenten mit Forderungen bedacht, weil erstere angeblich dazu aufgefordert hatten, sie (die Studenten) aus dem Lokal zu entfernen. Die Offiziere, welche lediglich von ihrem Hausrecht Gebrauch machten, haben die Forderungen abgelehnt und die Studenten wegen Herausforderung zum Zweikampf zur Anzeige gebracht. <box>600 1619 1016 1815</box>
adjacent-page-dark-advertisement <box>1517 1027 1596 1366</box>
security-price: 82.90 <box>1212 2261 1241 2273</box>
column-right <box>1029 135 1445 2310</box>
adjacent-page-fragment: Der Ge <box>1518 509 1561 523</box>
